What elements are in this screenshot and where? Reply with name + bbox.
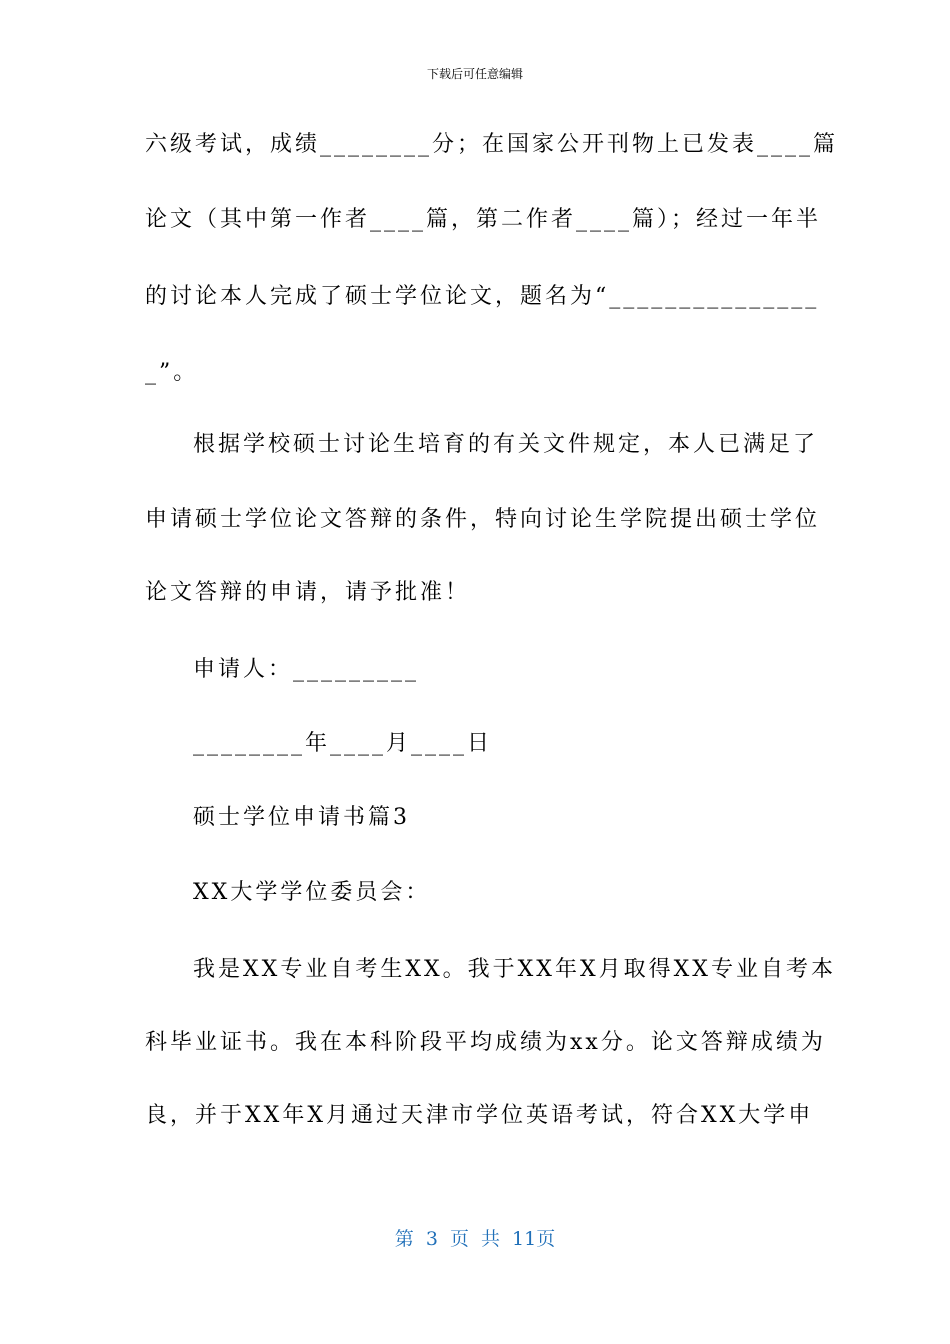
addressee-line: XX大学学位委员会： [193,880,431,905]
date-line: ________年____月____日 [193,731,493,756]
paragraph-line: 论文（其中第一作者____篇，第二作者____篇）；经过一年半 [145,207,822,232]
section-title: 硕士学位申请书篇3 [193,805,410,830]
paragraph-line: 的讨论本人完成了硕士学位论文，题名为“_______________ [145,284,820,309]
paragraph-line: 申请硕士学位论文答辩的条件，特向讨论生学院提出硕士学位 [145,507,821,532]
applicant-line: 申请人：_________ [193,657,420,682]
paragraph-line: 论文答辩的申请，请予批准！ [145,580,471,605]
paragraph-line: 良，并于XX年X月通过天津市学位英语考试，符合XX大学申 [145,1103,814,1128]
paragraph-line: 根据学校硕士讨论生培育的有关文件规定，本人已满足了 [193,432,819,457]
paragraph-line: _”。 [145,360,199,385]
paragraph-line: 我是XX专业自考生XX。我于XX年X月取得XX专业自考本 [193,957,836,982]
paragraph-line: 科毕业证书。我在本科阶段平均成绩为xx分。论文答辩成绩为 [145,1030,826,1055]
header-note: 下载后可任意编辑 [426,67,523,81]
paragraph-line: 六级考试，成绩________分；在国家公开刊物上已发表____篇 [145,132,839,157]
page-footer: 第 3 页 共 11页 [394,1228,556,1250]
